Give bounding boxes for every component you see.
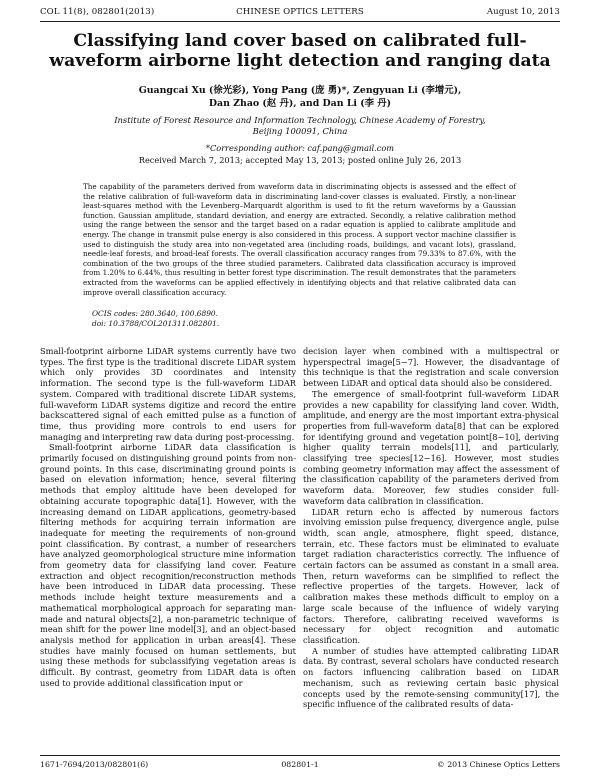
body-right-column (303, 346, 559, 710)
footer-copyright: © 2013 Chinese Optics Letters (436, 760, 560, 769)
footer-issn: 1671-7694/2013/082801(6) (40, 760, 149, 769)
doi: doi: 10.3788/COL201311.082801. (92, 318, 220, 328)
header-date: August 10, 2013 (486, 7, 560, 17)
paragraph: A number of studies have attempted calibrating LiDAR data. By contrast, several scholars have conducted research on factors influencing calibration based on LiDAR mechanism, such as reviewing certain basic physical concepts used by the remote-sensing community[17], the specific influence of the calibrated results of data- (303, 645, 559, 710)
author-list (40, 84, 560, 110)
received-dates: Received March 7, 2013; accepted May 13, 2013; posted online July 26, 2013 (138, 155, 462, 165)
ocis-codes-block (92, 309, 219, 329)
header-citation: COL 11(8), 082801(2013) (40, 7, 155, 17)
paper-title: Classifying land cover based on calibrated full-waveform airborne light detection and ranging data (49, 31, 551, 71)
running-header (40, 7, 560, 21)
abstract: The capability of the parameters derived from waveform data in discriminating objects is assessed and the effect of the relative calibration of full-waveform data in discriminating land-cover classes is evaluated. Firstly, a non-linear least-squares method with the Levenberg–Marquardt algorithm is used to fit the return waveforms by a Gaussian function. Gaussian amplitude, standard deviation, and energy are extracted. Secondly, a relative calibration method using the range between the sensor and the target based on a radar equation is applied to calibrate amplitude and energy. The change in transmit pulse energy is also considered in this process. A support vector machine classifier is used to distinguish the study area into non-vegetated area (including roads, buildings, and vacant lots), grassland, needle-leaf forests, and broad-leaf forests. The overall classification accuracy ranges from 79.33% to 87.6%, with the combination of the two groups of the three studied parameters. Calibrated data classification accuracy is improved from 1.20% to 6.44%, thus resulting in better forest type discrimination. The result demonstrates that the parameters extracted from the waveforms can be applied effectively in identifying objects and that relative calibrated data can improve overall classification accuracy. (83, 182, 516, 297)
affiliation-line-1: Institute of Forest Resource and Information Technology, Chinese Academy of Forestry, (114, 115, 486, 125)
page-number: 082801-1 (281, 760, 319, 769)
ocis-codes: OCIS codes: 280.3640, 100.6890. (92, 309, 218, 318)
paragraph: The emergence of small-footprint full-waveform LiDAR provides a new capability for classifying land cover. Width, amplitude, and energy are the most important extra-physical properties from full-waveform data[8] that can be explored for identifying ground and vegetation point[8−10], deriving higher quality terrain models[11], and particularly, classifying tree species[12−16]. However, most studies combing geometry information may affect the assessment of the classification capability of the parameters derived from waveform data. Moreover, few studies consider full-waveform data calibration in classification. (303, 388, 559, 506)
body-left-column (40, 346, 296, 689)
affiliation-line-2: Beijing 100091, China (252, 126, 348, 136)
header-rule (40, 21, 560, 22)
paragraph: Small-footprint airborne LiDAR systems currently have two types. The first type is the traditional discrete LiDAR system which only provides 3D coordinates and intensity information. The second type is the full-waveform LiDAR system. Compared with traditional discrete LiDAR systems, full-waveform LiDAR systems digitize and record the entire backscattered signal of each emitted pulse as a function of time, thus providing more controls to end users for managing and interpreting raw data during post-processing. (40, 346, 296, 442)
corresponding-author: *Corresponding author: caf.pang@gmail.com (205, 143, 395, 153)
affiliation (40, 115, 560, 137)
header-journal: CHINESE OPTICS LETTERS (236, 7, 364, 17)
footer-rule (40, 755, 560, 756)
authors-line-2: Dan Zhao (赵 丹), and Dan Li (李 丹) (208, 98, 392, 109)
paragraph: LiDAR return echo is affected by numerous factors involving emission pulse frequency, divergence angle, pulse width, scan angle, atmosphere, flight speed, distance, terrain, etc. These factors must be eliminated to evaluate target radiation characteristics correctly. The influence of certain factors can be assumed as constant in a small area. Then, return waveforms can be simplified to reflect the reflective properties of the targets. However, lack of calibration makes these methods difficult to employ on a large scale because of the influence of widely varying factors. Therefore, calibrating received waveforms is necessary for object recognition and automatic classification. (303, 506, 559, 645)
page-footer (40, 760, 560, 772)
paragraph: Small-footprint airborne LiDAR data classification is primarily focused on distinguishing ground points from non-ground points. In this case, discriminating ground points is based on elevation information; hence, several filtering methods that employ altitude have been developed for obtaining accurate topographic data[1]. However, with the increasing demand on LiDAR applications, geometry-based filtering methods for acquiring terrain information are inadequate for meeting the requirements of non-ground point classification. By contrast, a number of researchers have analyzed geomorphological structure mine information from geometry data for classifying land cover. Feature extraction and object recognition/reconstruction methods have been introduced in LiDAR data processing. These methods include height texture measurements and a mathematical morphological approach for separating man-made and natural objects[2], a non-parametric technique of mean shift for the power line model[3], and an object-based analysis method for application in urban areas[4]. These studies have mainly focused on human settlements, but using these methods for subclassifying vegetation areas is difficult. By contrast, geometry from LiDAR data is often used to provide additional classification input or (40, 442, 296, 688)
paragraph: decision layer when combined with a multispectral or hyperspectral image[5−7]. However, the disadvantage of this technique is that the registration and scale conversion between LiDAR and optical data should also be considered. (303, 346, 559, 389)
authors-line-1: Guangcai Xu (徐光彩), Yong Pang (庞 勇)*, Zengyuan Li (李增元), (138, 85, 462, 96)
